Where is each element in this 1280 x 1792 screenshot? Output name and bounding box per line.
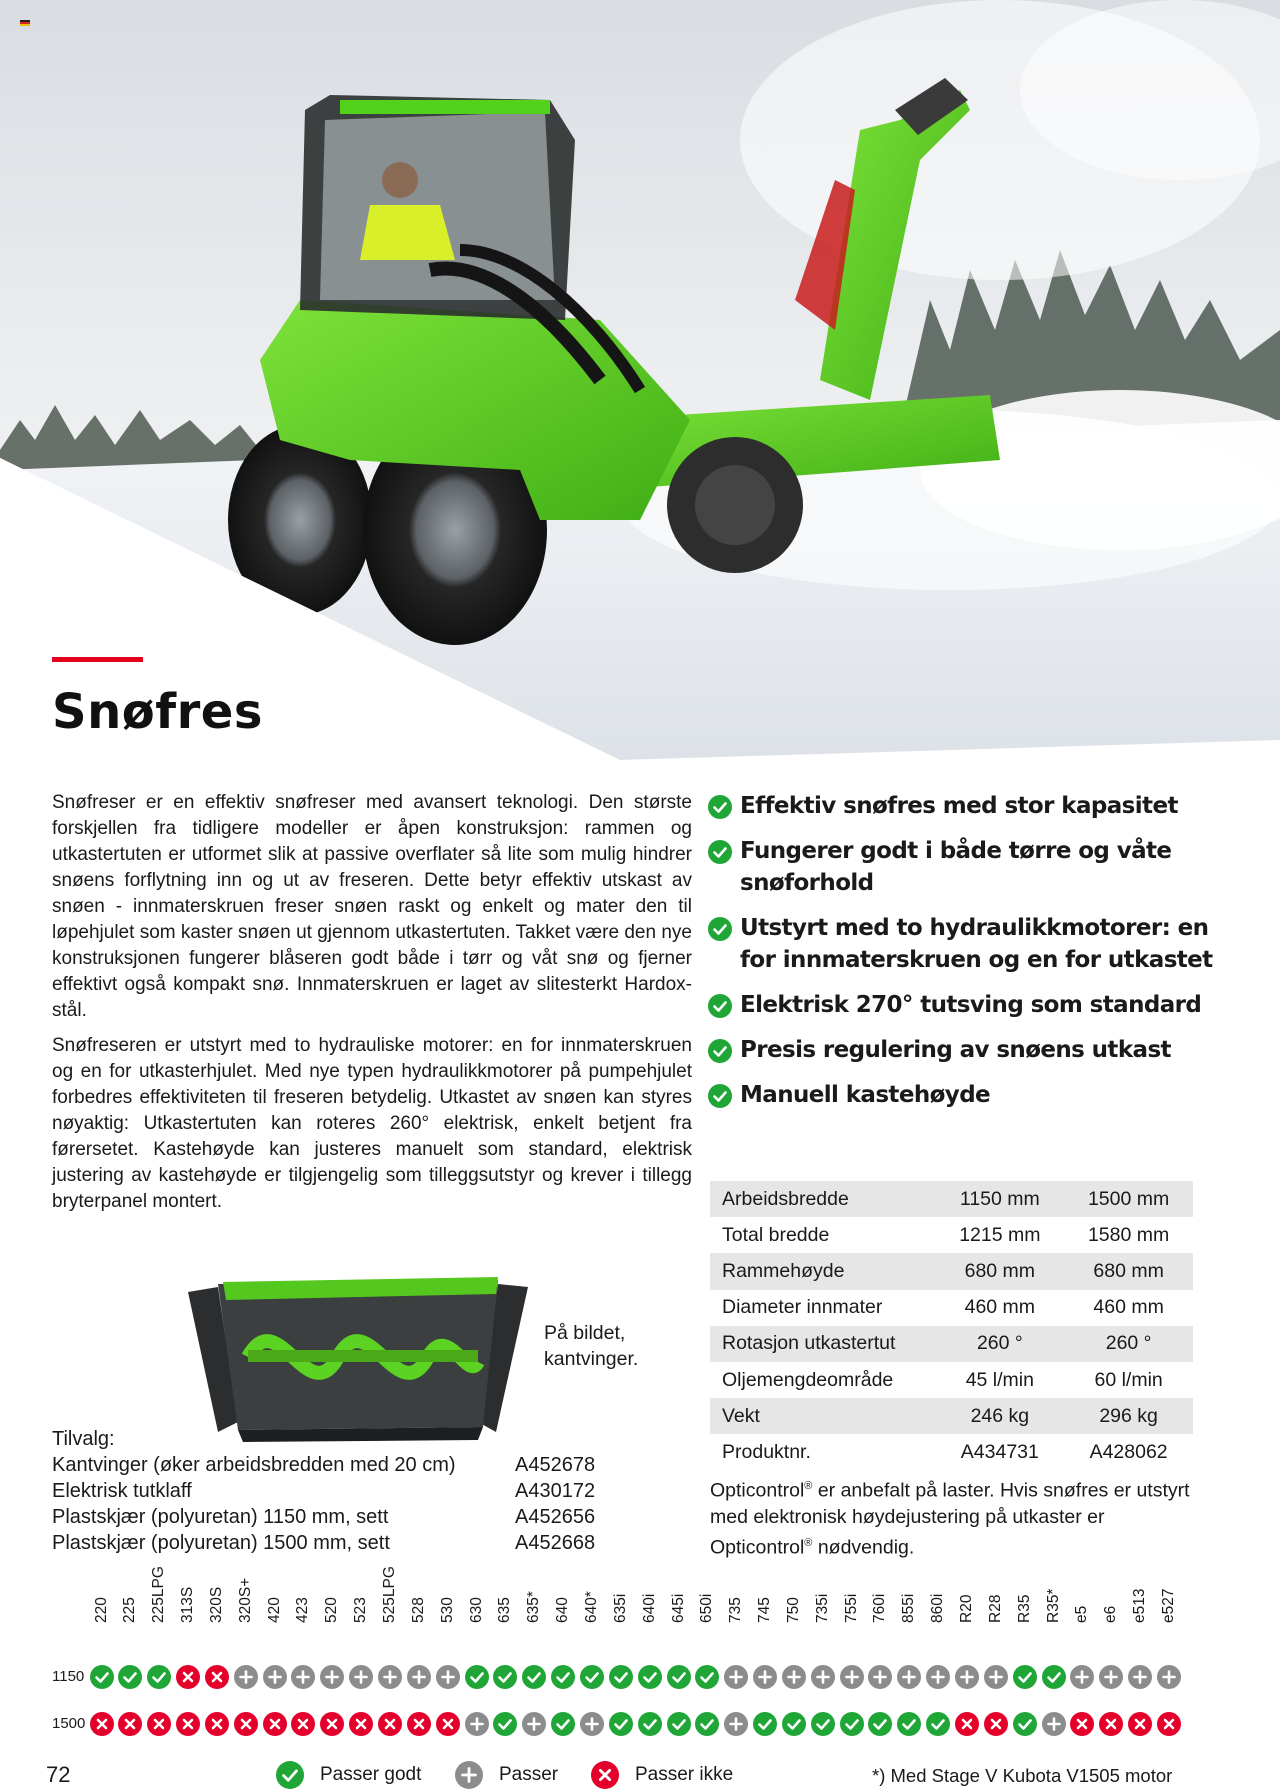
model-label: R20	[958, 1594, 975, 1623]
spec-table	[710, 1181, 1193, 1471]
description	[52, 790, 692, 1224]
check-icon	[551, 1712, 575, 1736]
model-label: 735	[727, 1597, 745, 1623]
check-icon	[1042, 1665, 1066, 1689]
check-icon	[868, 1712, 892, 1736]
model-label: 760i	[871, 1593, 889, 1623]
description-paragraph-1: Snøfreser er en effektiv snøfreser med avansert teknologi. Den største forskjellen fra tidligere modeller er åpen konstruksjon: rammen og utkastertuten er utformet slik at passive overflater så lite som mulig hindrer snøens forflytning inn og ut av freseren. Dette betyr effektiv utskast av snøen - innmaterskruen freser snøen raskt og enkelt og mater den til løpehjulet som kaster snøen ut gjennom utkastertuten. Takket være den nye konstruksjonen fungerer blåseren godt både i tørr og våt snø og fjerner effektivt også kompakt snø. Innmaterskruen er laget av slitesterkt Hardox-stål.	[52, 792, 692, 1021]
check-icon	[609, 1712, 633, 1736]
model-label: 755i	[842, 1593, 860, 1623]
plus-icon	[1042, 1712, 1066, 1736]
list-item: Plastskjær (polyuretan) 1150 mm, sett A452656	[52, 1506, 596, 1528]
feature-item: Effektiv snøfres med stor kapasitet	[708, 790, 1228, 822]
legend-no: Passer ikke	[591, 1761, 733, 1789]
model-label: e5	[1073, 1605, 1091, 1623]
table-row: Arbeidsbredde 1150 mm 1500 mm	[710, 1181, 1193, 1217]
plus-icon	[897, 1665, 921, 1689]
plus-icon	[263, 1665, 287, 1689]
model-label: 640i	[640, 1593, 658, 1623]
checkmark-icon	[708, 795, 732, 819]
model-label: 528	[409, 1597, 427, 1623]
plus-icon	[465, 1712, 489, 1736]
cross-icon	[263, 1712, 287, 1736]
cross-icon	[591, 1761, 619, 1789]
model-label: 313S	[179, 1586, 197, 1623]
table-row: Rotasjon utkastertut 260 ° 260 °	[710, 1326, 1193, 1362]
table-row: Rammehøyde 680 mm 680 mm	[710, 1253, 1193, 1289]
cross-icon	[118, 1712, 142, 1736]
check-icon	[811, 1712, 835, 1736]
plus-icon	[782, 1665, 806, 1689]
model-label: 525LPG	[381, 1566, 398, 1623]
feature-item: Fungerer godt i både tørre og våte snøforhold	[708, 835, 1228, 899]
model-label: 645i	[669, 1593, 687, 1623]
model-label: e527	[1159, 1588, 1177, 1623]
check-icon	[276, 1761, 304, 1789]
model-label: 635	[496, 1597, 514, 1623]
model-label: e6	[1102, 1605, 1120, 1623]
plus-icon	[320, 1665, 344, 1689]
title-accent-rule	[52, 657, 143, 662]
model-label: 860i	[929, 1593, 947, 1623]
plus-icon	[1157, 1665, 1181, 1689]
plus-icon	[407, 1665, 431, 1689]
cross-icon	[407, 1712, 431, 1736]
plus-icon	[580, 1712, 604, 1736]
table-row: Total bredde 1215 mm 1580 mm	[722, 1223, 1170, 1246]
cross-icon	[1157, 1712, 1181, 1736]
check-icon	[580, 1665, 604, 1689]
plus-icon	[811, 1665, 835, 1689]
model-label: 735i	[813, 1593, 831, 1623]
cross-icon	[320, 1712, 344, 1736]
plus-icon	[753, 1665, 777, 1689]
plus-icon	[724, 1712, 748, 1736]
snow-blower-attachment-image	[178, 1262, 538, 1452]
feature-list	[708, 790, 1228, 1124]
plus-icon	[234, 1665, 258, 1689]
page-number: 72	[46, 1762, 71, 1787]
checkmark-icon	[708, 840, 732, 864]
model-label: 520	[323, 1597, 341, 1623]
plus-icon	[724, 1665, 748, 1689]
check-icon	[638, 1665, 662, 1689]
table-row: Oljemengdeområde 45 l/min 60 l/min	[722, 1368, 1163, 1391]
table-row: Produktnr. A434731 A428062	[722, 1440, 1168, 1463]
legend-fits: Passer	[455, 1761, 558, 1789]
check-icon	[840, 1712, 864, 1736]
model-label: 320S+	[236, 1577, 254, 1623]
check-icon	[926, 1712, 950, 1736]
plus-icon	[955, 1665, 979, 1689]
check-icon	[667, 1712, 691, 1736]
model-label: 530	[438, 1597, 456, 1623]
plus-icon	[378, 1665, 402, 1689]
model-label: e513	[1131, 1588, 1149, 1623]
legend-good: Passer godt	[276, 1761, 421, 1789]
cross-icon	[955, 1712, 979, 1736]
footnote: *) Med Stage V Kubota V1505 motor	[872, 1765, 1173, 1786]
model-label: 635i	[611, 1593, 629, 1623]
model-label: 420	[265, 1597, 283, 1623]
check-icon	[1013, 1665, 1037, 1689]
list-item: Kantvinger (øker arbeidsbredden med 20 cm) A452678	[52, 1454, 596, 1476]
check-icon	[695, 1665, 719, 1689]
check-icon	[667, 1665, 691, 1689]
plus-icon	[984, 1665, 1008, 1689]
cross-icon	[234, 1712, 258, 1736]
checkmark-icon	[708, 994, 732, 1018]
row-label: 1500	[52, 1715, 86, 1732]
cross-icon	[90, 1712, 114, 1736]
attachment-caption: På bildet, kantvinger.	[544, 1322, 639, 1370]
model-label: 220	[92, 1597, 110, 1623]
check-icon	[90, 1665, 114, 1689]
checkmark-icon	[708, 917, 732, 941]
cross-icon	[1128, 1712, 1152, 1736]
check-icon	[118, 1665, 142, 1689]
check-icon	[897, 1712, 921, 1736]
model-label: R35*	[1044, 1588, 1062, 1623]
cross-icon	[176, 1665, 200, 1689]
model-label: 745	[756, 1597, 774, 1623]
model-label: 640	[554, 1597, 572, 1623]
feature-item: Manuell kastehøyde	[708, 1079, 1228, 1111]
checkmark-icon	[708, 1039, 732, 1063]
plus-icon	[926, 1665, 950, 1689]
model-label: 630	[467, 1597, 485, 1623]
check-icon	[493, 1712, 517, 1736]
plus-icon	[1070, 1665, 1094, 1689]
plus-icon	[349, 1665, 373, 1689]
model-label: 635*	[525, 1591, 543, 1623]
cross-icon	[349, 1712, 373, 1736]
check-icon	[493, 1665, 517, 1689]
model-label: 423	[294, 1597, 312, 1623]
cross-icon	[176, 1712, 200, 1736]
check-icon	[551, 1665, 575, 1689]
model-label: 523	[352, 1597, 370, 1623]
plus-icon	[1099, 1665, 1123, 1689]
checkmark-icon	[708, 1084, 732, 1108]
cross-icon	[1070, 1712, 1094, 1736]
plus-icon	[455, 1761, 483, 1789]
check-icon	[522, 1665, 546, 1689]
model-label: 320S	[207, 1586, 225, 1623]
plus-icon	[522, 1712, 546, 1736]
check-icon	[695, 1712, 719, 1736]
model-label: R35	[1015, 1594, 1033, 1623]
cross-icon	[984, 1712, 1008, 1736]
list-item: Elektrisk tutklaff A430172	[52, 1480, 596, 1502]
feature-item: Elektrisk 270° tutsving som standard	[708, 989, 1228, 1021]
plus-icon	[868, 1665, 892, 1689]
options-table	[52, 1452, 595, 1556]
cross-icon	[205, 1665, 229, 1689]
cross-icon	[436, 1712, 460, 1736]
plus-icon	[291, 1665, 315, 1689]
model-label: 640*	[582, 1591, 600, 1623]
options-list	[52, 1426, 595, 1556]
check-icon	[782, 1712, 806, 1736]
cross-icon	[378, 1712, 402, 1736]
check-icon	[465, 1665, 489, 1689]
model-label: 855i	[900, 1593, 918, 1623]
options-heading: Tilvalg:	[52, 1428, 115, 1450]
cross-icon	[1099, 1712, 1123, 1736]
cross-icon	[147, 1712, 171, 1736]
feature-item: Utstyrt med to hydraulikkmotorer: en for innmaterskruen og en for utkastet	[708, 912, 1228, 976]
plus-icon	[436, 1665, 460, 1689]
feature-item: Presis regulering av snøens utkast	[708, 1034, 1228, 1066]
cross-icon	[205, 1712, 229, 1736]
check-icon	[609, 1665, 633, 1689]
check-icon	[638, 1712, 662, 1736]
opticontrol-note: Opticontrol® er anbefalt på laster. Hvis snøfres er utstyrt med elektronisk høydejustering på utkaster er Opticontrol® nødvendig.	[710, 1479, 1190, 1558]
check-icon	[753, 1712, 777, 1736]
description-paragraph-2: Snøfreseren er utstyrt med to hydrauliske motorer: en for innmaterskruen og en for utkasterhjulet. Med nye typen hydraulikkmotorer på pumpehjulet forbedres effektiviteten til freseren betydelig. Utkastet av snøen kan styres nøyaktig: Utkastertuten kan roteres 260° elektrisk, enkelt betjent fra førersetet. Kastehøyde kan justeres manuelt som standard, elektrisk justering av kastehøyde er tilgjengelig som tilleggsutstyr og krever i tillegg bryterpanel montert.	[52, 1035, 692, 1212]
table-row: Vekt 246 kg 296 kg	[710, 1398, 1193, 1434]
model-label: 225	[121, 1597, 139, 1623]
flag-icon	[20, 20, 30, 26]
model-label: 750	[784, 1597, 802, 1623]
model-label: R28	[986, 1594, 1004, 1623]
table-row: Diameter innmater 460 mm 460 mm	[722, 1296, 1164, 1319]
plus-icon	[840, 1665, 864, 1689]
cross-icon	[291, 1712, 315, 1736]
plus-icon	[1128, 1665, 1152, 1689]
page-title: Snøfres	[52, 684, 263, 740]
check-icon	[147, 1665, 171, 1689]
model-label: 650i	[698, 1593, 716, 1623]
list-item: Plastskjær (polyuretan) 1500 mm, sett A452668	[52, 1532, 596, 1554]
row-label: 1150	[52, 1668, 85, 1685]
model-label: 225LPG	[150, 1566, 168, 1623]
check-icon	[1013, 1712, 1037, 1736]
